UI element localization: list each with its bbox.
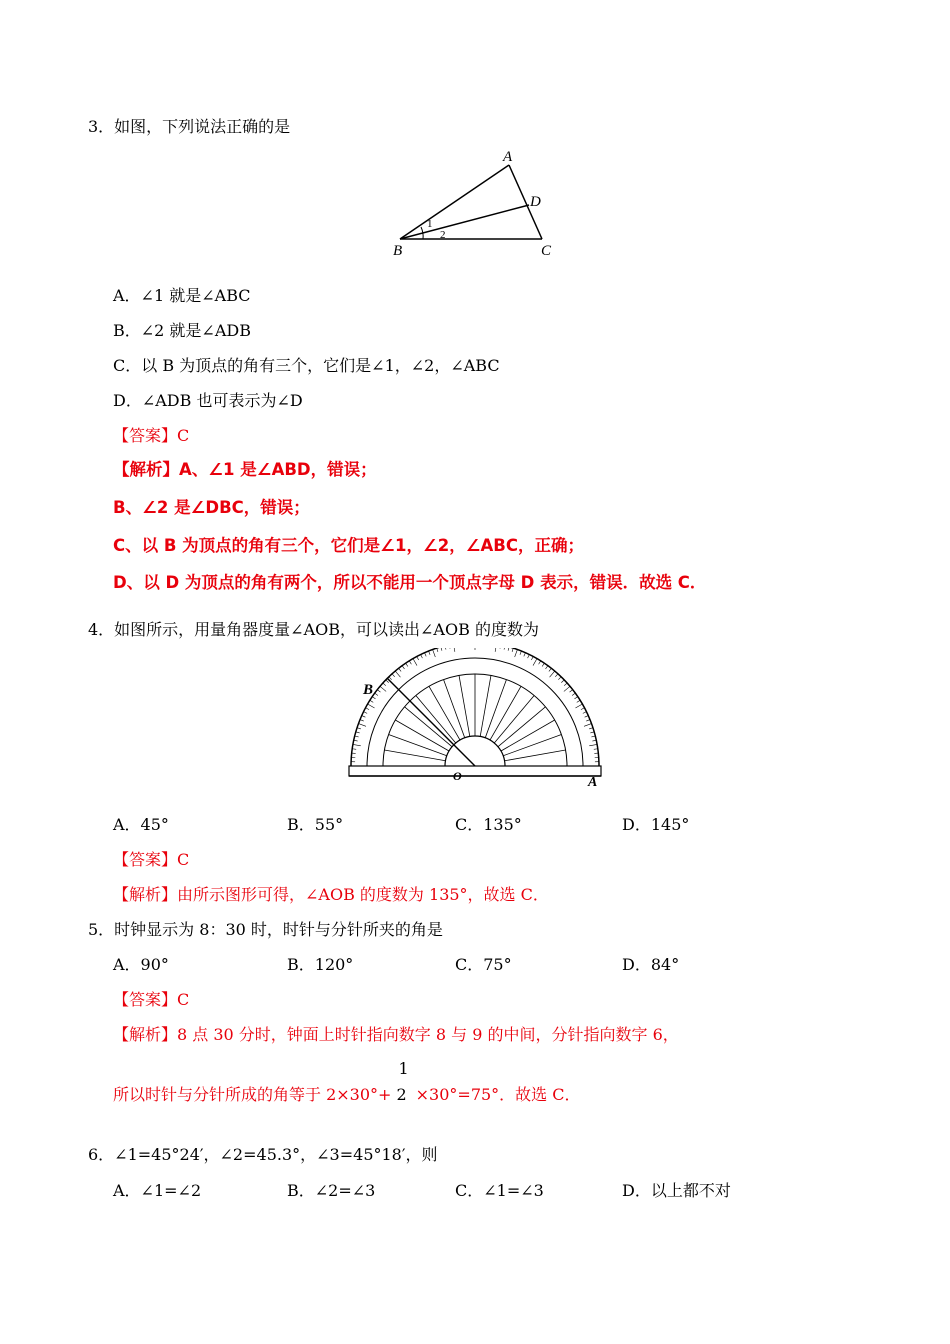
protractor-tick	[508, 648, 509, 651]
protractor-tick	[399, 668, 401, 671]
protractor-tick	[402, 666, 404, 669]
q5-analysis-line1: 【解析】8 点 30 分时，钟面上时针指向数字 8 与 9 的中间，分针指向数字 6，	[113, 1025, 679, 1044]
q5-fraction-numerator: 1	[398, 1059, 409, 1078]
protractor-tick	[542, 663, 544, 666]
q3-analysis-line3: C、以 B 为顶点的角有三个，它们是∠1，∠2，∠ABC，正确；	[113, 536, 584, 555]
protractor-tick	[564, 686, 570, 691]
protractor-tick	[368, 704, 375, 708]
protractor-tick	[589, 744, 597, 745]
protractor-tick	[500, 648, 501, 649]
protractor-tick	[375, 693, 378, 695]
q3-triangle-figure	[385, 145, 565, 260]
protractor-tick	[358, 724, 366, 727]
q5-fraction	[396, 1059, 411, 1105]
protractor-tick	[429, 651, 430, 655]
protractor-tick	[520, 651, 521, 655]
protractor-tick	[583, 712, 587, 714]
protractor-tick	[362, 716, 366, 718]
q5-answer: 【答案】C	[113, 990, 190, 1009]
protractor-tick	[550, 671, 555, 677]
protractor-spoke	[494, 696, 534, 743]
q5-option-a: A．90°	[113, 955, 169, 974]
q4-analysis: 【解析】由所示图形可得，∠AOB 的度数为 135°，故选 C．	[113, 885, 549, 904]
protractor-tick	[539, 661, 541, 664]
protractor-spoke	[498, 707, 545, 747]
protractor-tick	[377, 690, 380, 692]
q4-protractor-figure	[345, 648, 610, 793]
protractor-tick	[366, 708, 370, 710]
q6-option-d: D．以上都不对	[622, 1181, 731, 1200]
protractor-spoke	[405, 707, 452, 747]
protractor-tick	[575, 704, 582, 708]
protractor-tick	[524, 653, 526, 657]
protractor-tick	[364, 712, 368, 714]
protractor-tick	[558, 677, 561, 680]
protractor-tick	[383, 683, 386, 686]
q3-stem: 3．如图，下列说法正确的是	[88, 117, 291, 136]
q4-option-a: A．45°	[113, 815, 169, 834]
q4-option-d: D．145°	[622, 815, 690, 834]
q3-answer: 【答案】C	[113, 426, 190, 445]
protractor-spoke	[416, 696, 456, 743]
q5-analysis-line2	[113, 1059, 581, 1105]
protractor-tick	[360, 720, 364, 721]
protractor-tick	[386, 680, 389, 683]
q3-label-b: B	[393, 243, 403, 259]
q4-option-b: B．55°	[287, 815, 344, 834]
protractor-tick	[389, 677, 392, 680]
q5-analysis-line2-pre: 所以时针与分针所成的角等于 2×30°+	[113, 1085, 392, 1104]
q3-label-a: A	[503, 149, 513, 165]
q5-analysis-line2-post: ×30°=75°．故选 C．	[415, 1085, 581, 1104]
protractor-tick	[370, 700, 373, 702]
q4-answer: 【答案】C	[113, 850, 190, 869]
protractor-tick	[504, 648, 505, 650]
protractor-tick	[453, 648, 454, 652]
protractor-tick	[585, 716, 589, 718]
protractor-tick	[581, 708, 585, 710]
protractor-tick	[577, 700, 580, 702]
q3-label-angle2: 2	[440, 229, 446, 241]
q3-option-c: C．以 B 为顶点的角有三个，它们是∠1，∠2，∠ABC	[113, 356, 500, 375]
q3-label-d: D	[530, 194, 541, 210]
q3-label-angle1: 1	[427, 218, 433, 230]
protractor-tick	[515, 649, 518, 657]
protractor-tick	[413, 659, 417, 666]
q5-fraction-denominator: 2	[396, 1085, 407, 1104]
q6-option-c: C．∠1=∠3	[455, 1181, 544, 1200]
protractor-tick	[425, 653, 427, 657]
protractor-tick	[409, 661, 411, 664]
protractor-tick	[495, 648, 496, 652]
q4-label-b: B	[363, 682, 374, 698]
q6-stem: 6．∠1=45°24′，∠2=45.3°，∠3=45°18′，则	[88, 1145, 438, 1164]
protractor-tick	[445, 648, 446, 650]
q3-analysis-line2: B、∠2 是∠DBC，错误；	[113, 498, 310, 517]
q3-option-d: D．∠ADB 也可表示为∠D	[113, 391, 303, 410]
q5-option-c: C．75°	[455, 955, 512, 974]
protractor-tick	[586, 720, 590, 721]
q5-stem: 5．时钟显示为 8：30 时，时针与分针所夹的角是	[88, 920, 443, 939]
q4-label-a: A	[588, 775, 598, 790]
protractor-tick	[570, 690, 573, 692]
protractor-tick	[406, 663, 408, 666]
protractor-tick	[549, 668, 551, 671]
q4-stem: 4．如图所示，用量角器度量∠AOB，可以读出∠AOB 的度数为	[88, 620, 539, 639]
protractor-tick	[441, 648, 442, 651]
protractor-tick	[353, 744, 361, 745]
q3-analysis-line4: D、以 D 为顶点的角有两个，所以不能用一个顶点字母 D 表示，错误．故选 C．	[113, 573, 707, 592]
protractor-tick	[392, 674, 395, 677]
protractor-tick	[555, 674, 558, 677]
q6-option-a: A．∠1=∠2	[113, 1181, 202, 1200]
protractor-tick	[533, 659, 537, 666]
protractor-tick	[449, 648, 450, 649]
protractor-tick	[380, 686, 386, 691]
protractor-tick	[561, 680, 564, 683]
protractor-tick	[528, 655, 530, 659]
protractor-tick	[433, 649, 436, 657]
q4-option-c: C．135°	[455, 815, 522, 834]
q5-option-b: B．120°	[287, 955, 354, 974]
protractor-tick	[572, 693, 575, 695]
protractor-tick	[417, 657, 419, 661]
q3-option-a: A．∠1 就是∠ABC	[113, 286, 251, 305]
q3-label-c: C	[541, 243, 552, 259]
protractor-tick	[584, 724, 592, 727]
protractor-tick	[395, 671, 400, 677]
protractor-tick	[546, 666, 548, 669]
q6-option-b: B．∠2=∠3	[287, 1181, 376, 1200]
q4-label-o: O	[453, 769, 462, 783]
protractor-tick	[531, 657, 533, 661]
q5-option-d: D．84°	[622, 955, 680, 974]
protractor-tick	[574, 697, 577, 699]
q3-option-b: B．∠2 就是∠ADB	[113, 321, 251, 340]
protractor-tick	[421, 655, 423, 659]
protractor-tick	[564, 683, 567, 686]
q3-analysis-line1: 【解析】A、∠1 是∠ABD，错误；	[113, 460, 377, 479]
